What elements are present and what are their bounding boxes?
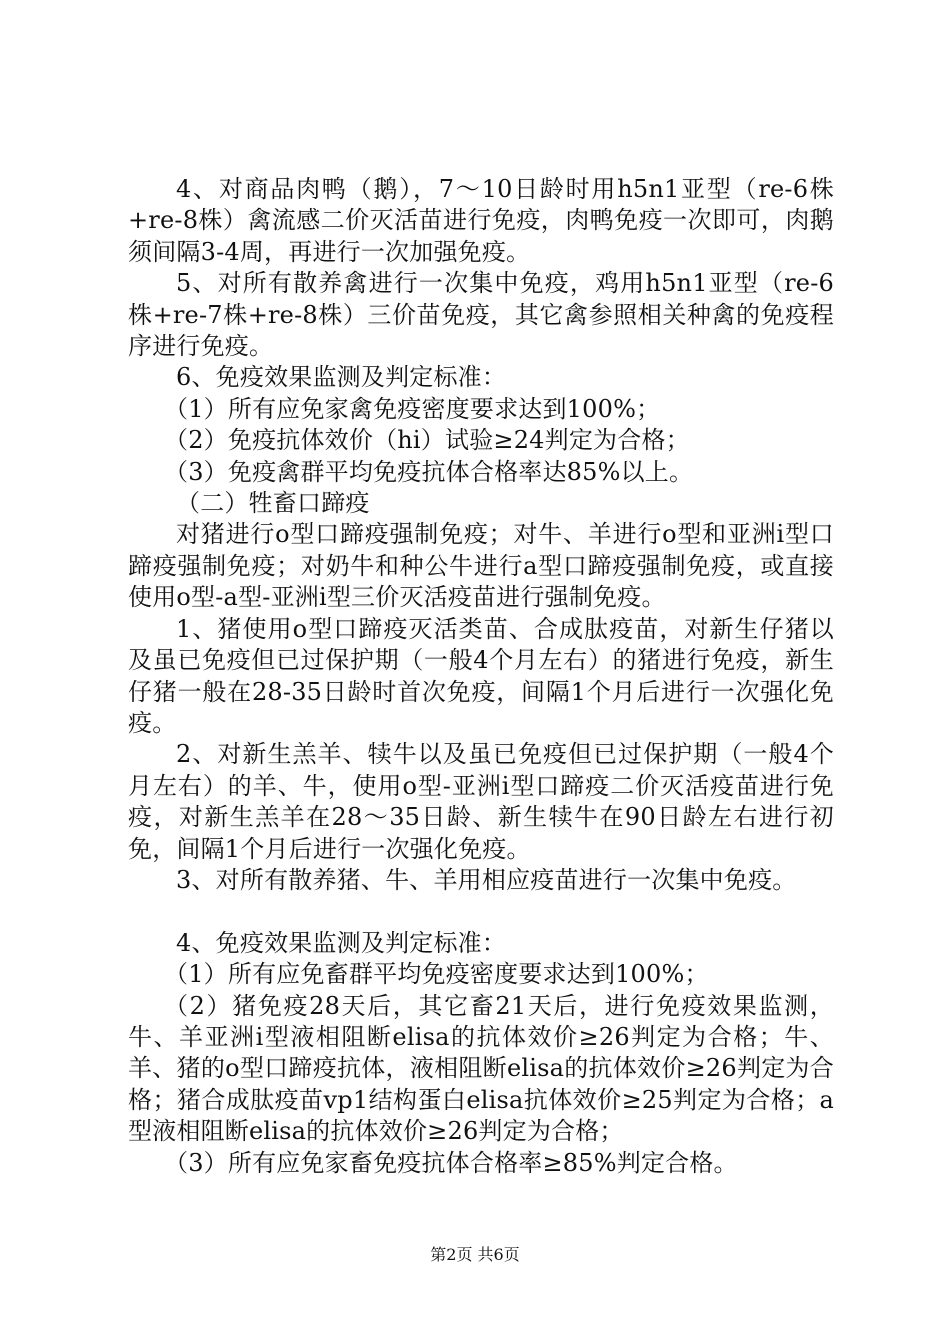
paragraph-livestock-monitoring-heading: 4、免疫效果监测及判定标准： <box>176 928 507 957</box>
paragraph-poultry-criterion-3: （3）免疫禽群平均免疫抗体合格率达85%以上。 <box>164 457 694 486</box>
paragraph-lamb-calf-immunization: 2、对新生羔羊、犊牛以及虽已免疫但已过保护期（一般4个月左右）的羊、牛，使用o型-亚洲i型口蹄疫二价灭活疫苗进行免疫，对新生羔羊在28～35日龄、新生犊牛在90日龄左右进行初免，间隔1个月后进行一次强化免疫。 <box>128 740 834 863</box>
paragraph-free-range-poultry: 5、对所有散养禽进行一次集中免疫，鸡用h5n1亚型（re-6株+re-7株+re-8株）三价苗免疫，其它禽参照相关种禽的免疫程序进行免疫。 <box>128 269 834 361</box>
paragraph-livestock-criterion-2: （2）猪免疫28天后，其它畜21天后，进行免疫效果监测，牛、羊亚洲i型液相阻断elisa的抗体效价≥26判定为合格；牛、羊、猪的o型口蹄疫抗体，液相阻断elisa的抗体效价≥26判定为合格；猪合成肽疫苗vp1结构蛋白elisa抗体效价≥25判定为合格；a型液相阻断elisa的抗体效价≥26判定为合格； <box>128 991 834 1146</box>
paragraph-poultry-monitoring-heading: 6、免疫效果监测及判定标准： <box>176 363 507 392</box>
paragraph-pig-immunization: 1、猪使用o型口蹄疫灭活类苗、合成肽疫苗，对新生仔猪以及虽已免疫但已过保护期（一般4个月左右）的猪进行免疫，新生仔猪一般在28-35日龄时首次免疫，间隔1个月后进行一次强化免疫。 <box>128 614 834 737</box>
paragraph-poultry-criterion-1: （1）所有应免家禽免疫密度要求达到100%； <box>164 394 661 423</box>
blank-line <box>128 896 834 927</box>
paragraph-livestock-criterion-3: （3）所有应免家畜免疫抗体合格率≥85%判定合格。 <box>164 1148 738 1177</box>
paragraph-fmd-intro: 对猪进行o型口蹄疫强制免疫；对牛、羊进行o型和亚洲i型口蹄疫强制免疫；对奶牛和种公牛进行a型口蹄疫强制免疫，或直接使用o型-a型-亚洲i型三价灭活疫苗进行强制免疫。 <box>128 520 834 612</box>
document-body <box>128 174 834 1179</box>
paragraph-poultry-criterion-2: （2）免疫抗体效价（hi）试验≥24判定为合格； <box>164 426 690 455</box>
page-number-footer: 第2页 共6页 <box>430 1245 520 1264</box>
paragraph-duck-goose-immunization: 4、对商品肉鸭（鹅），7～10日龄时用h5n1亚型（re-6株+re-8株）禽流感二价灭活苗进行免疫，肉鸭免疫一次即可，肉鹅须间隔3-4周，再进行一次加强免疫。 <box>128 175 834 266</box>
section-heading-fmd: （二）牲畜口蹄疫 <box>176 489 370 518</box>
paragraph-free-range-livestock: 3、对所有散养猪、牛、羊用相应疫苗进行一次集中免疫。 <box>176 865 797 894</box>
paragraph-livestock-criterion-1: （1）所有应免畜群平均免疫密度要求达到100%； <box>164 960 709 989</box>
